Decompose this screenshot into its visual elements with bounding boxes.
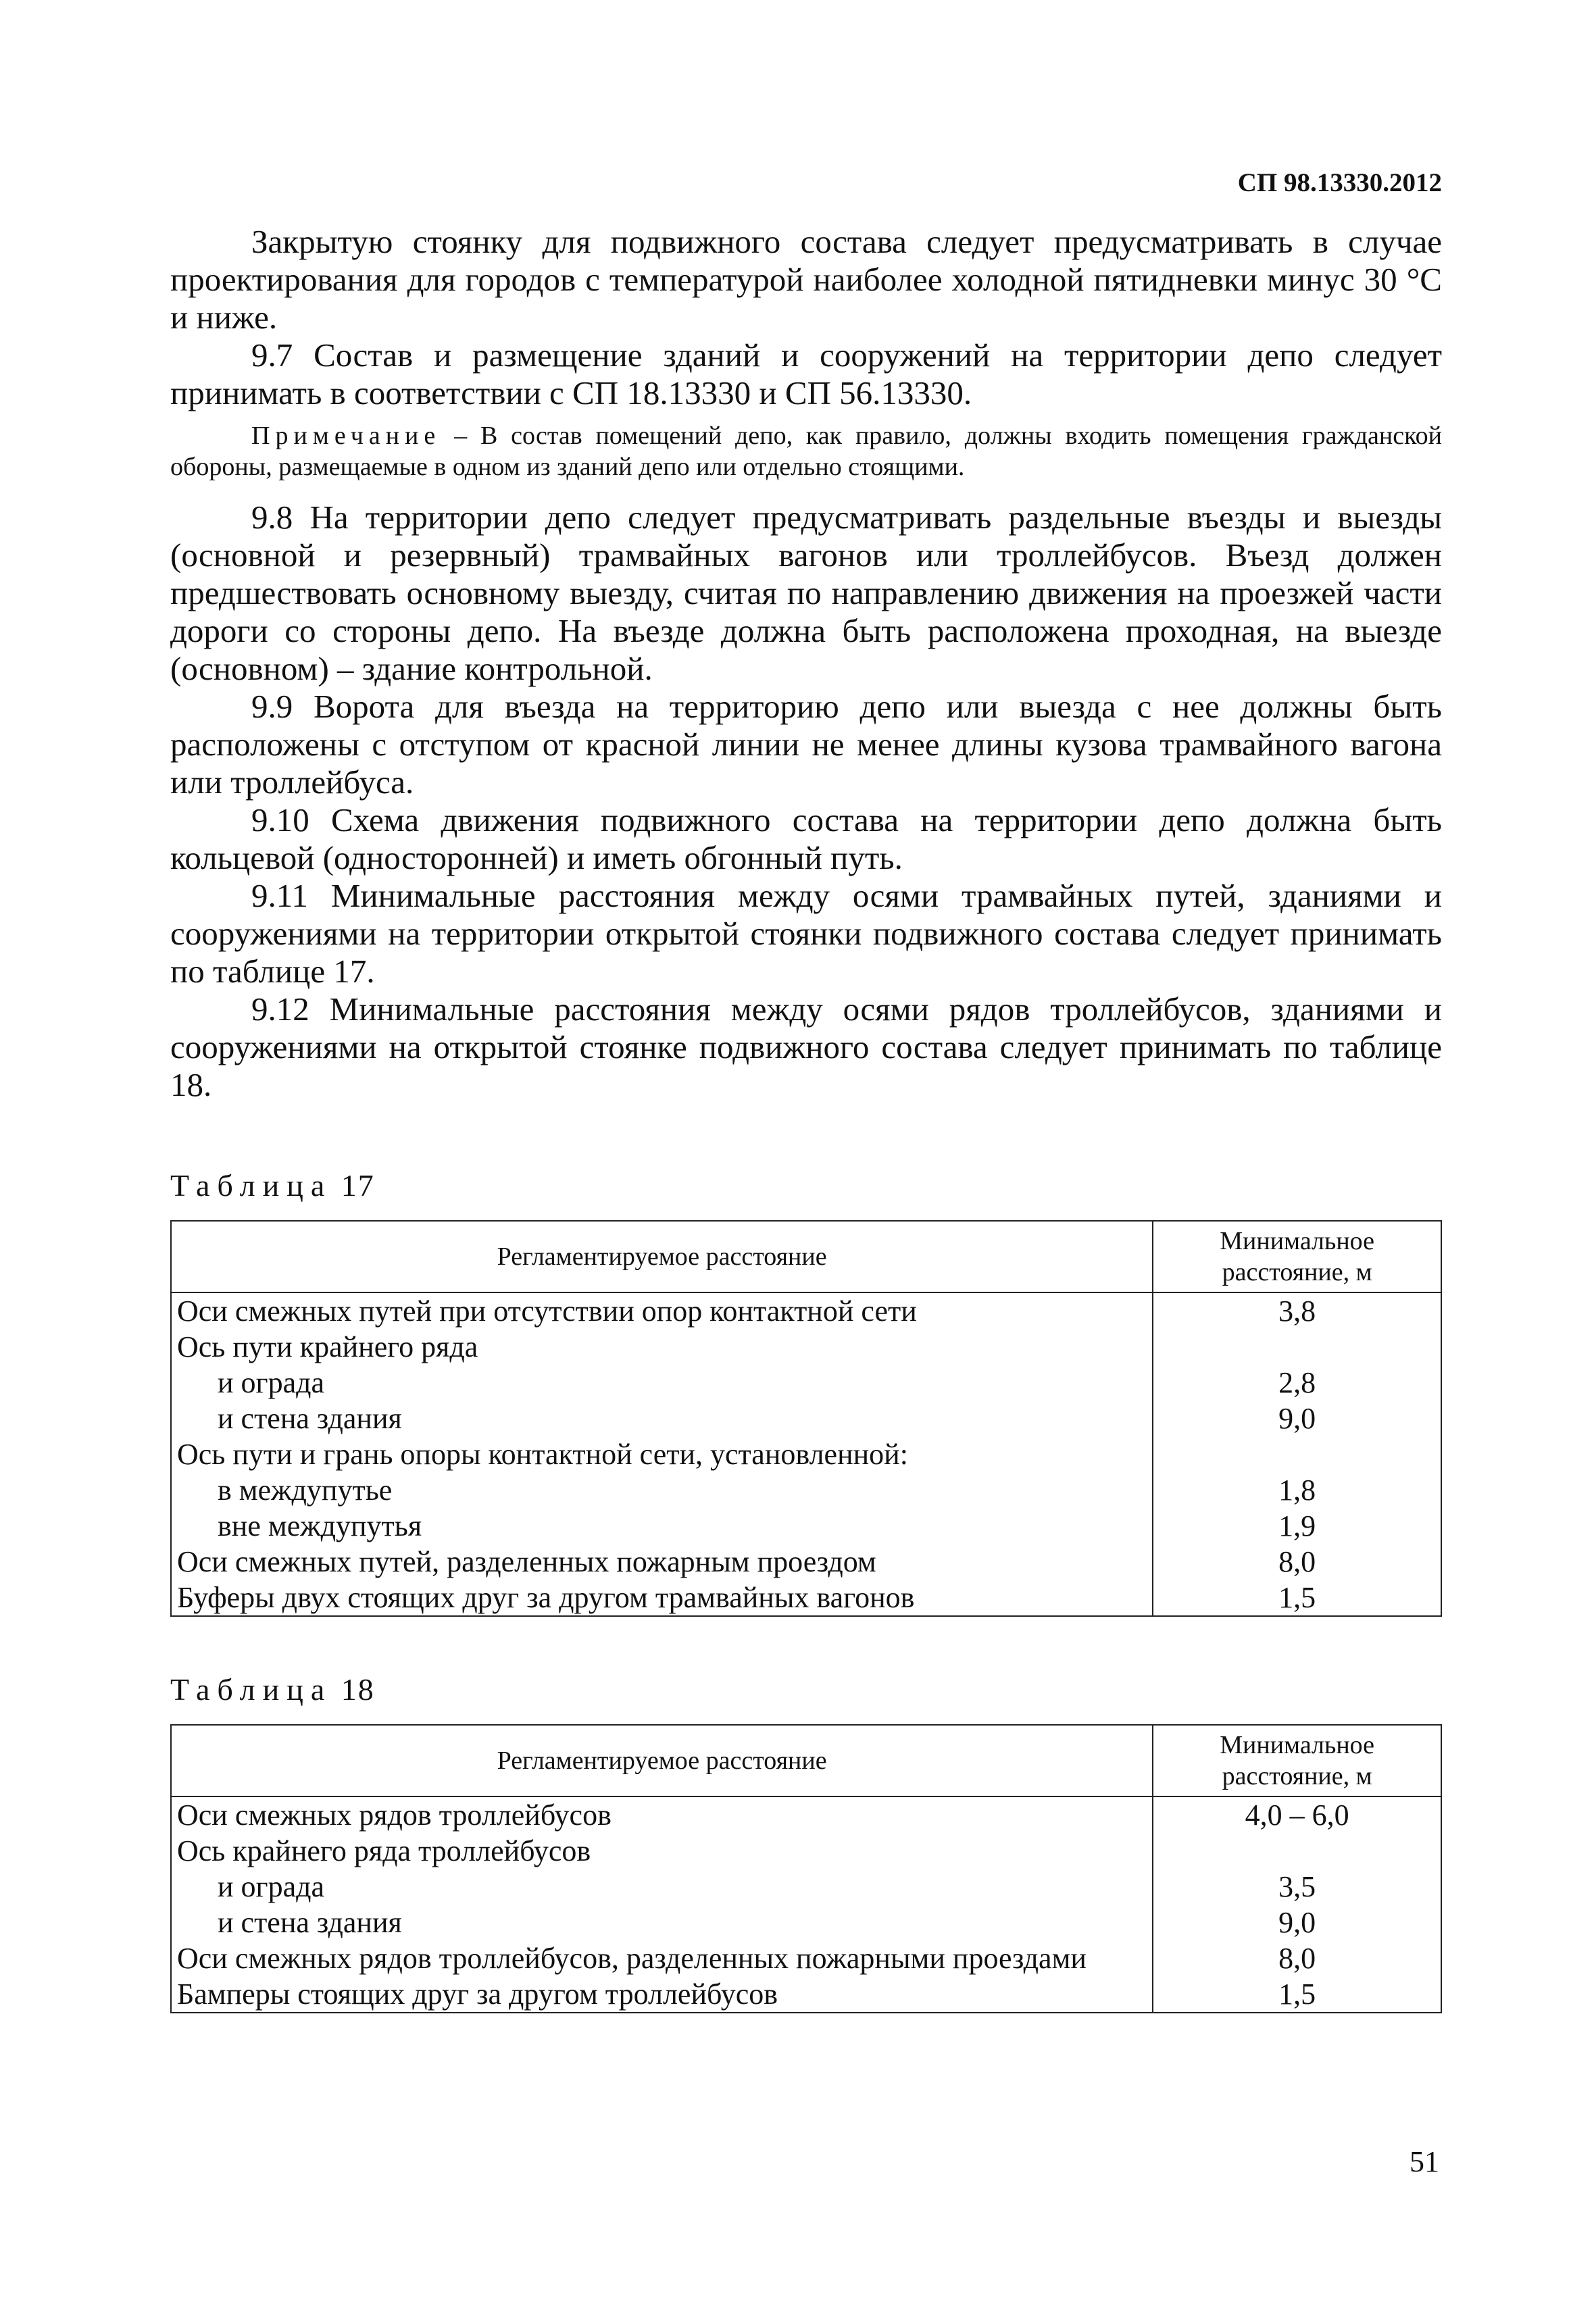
note-text: – В состав помещений депо, как правило, должны входить помещения гражданской обороны, размещаемые в одном из зданий депо или отдельно стоящими.: [170, 422, 1442, 481]
table-row: [171, 1436, 1441, 1472]
column-header-distance: Регламентируемое расстояние: [171, 1725, 1153, 1796]
table-caption-number: 18: [341, 1672, 375, 1707]
table-row: [171, 1292, 1441, 1329]
table-row: [171, 1401, 1441, 1436]
row-value: 1,5: [1153, 1976, 1441, 2013]
table-17: [170, 1220, 1442, 1617]
row-label: Оси смежных рядов троллейбусов, разделенных пожарными проездами: [171, 1940, 1153, 1976]
column-header-distance: Регламентируемое расстояние: [171, 1221, 1153, 1292]
table-row: [171, 1365, 1441, 1401]
table-row: [171, 1869, 1441, 1905]
note: [170, 420, 1442, 482]
row-value: [1153, 1833, 1441, 1869]
row-label: Ось крайнего ряда троллейбусов: [171, 1833, 1153, 1869]
row-label: Оси смежных путей при отсутствии опор контактной сети: [171, 1292, 1153, 1329]
row-value: 9,0: [1153, 1905, 1441, 1940]
row-label: и ограда: [171, 1869, 1153, 1905]
row-label: в междупутье: [171, 1472, 1153, 1508]
table-row: [171, 1833, 1441, 1869]
paragraph-9-9: 9.9 Ворота для въезда на территорию депо или выезда с нее должны быть расположены с отступом от красной линии не менее длины кузова трамвайного вагона или троллейбуса.: [170, 688, 1442, 801]
table-caption-word: Таблица: [170, 1168, 332, 1203]
paragraph-9-8: 9.8 На территории депо следует предусматривать раздельные въезды и выезды (основной и резервный) трамвайных вагонов или троллейбусов. Въезд должен предшествовать основному выезду, считая по направлению движения на проезжей части дороги со стороны депо. На въезде должна быть расположена проходная, на выезде (основном) – здание контрольной.: [170, 499, 1442, 687]
row-value: 1,5: [1153, 1580, 1441, 1616]
column-header-min-distance: Минимальное расстояние, м: [1153, 1725, 1441, 1796]
document-code: СП 98.13330.2012: [1237, 168, 1442, 197]
row-value: 2,8: [1153, 1365, 1441, 1401]
table-row: [171, 1976, 1441, 2013]
table-row: [171, 1580, 1441, 1616]
paragraph-9-7: 9.7 Состав и размещение зданий и сооружений на территории депо следует принимать в соответствии с СП 18.13330 и СП 56.13330.: [170, 336, 1442, 411]
note-label: Примечание: [251, 422, 441, 450]
column-header-min-distance: Минимальное расстояние, м: [1153, 1221, 1441, 1292]
row-label: Бамперы стоящих друг за другом троллейбусов: [171, 1976, 1153, 2013]
table-caption-number: 17: [341, 1168, 375, 1203]
row-value: 8,0: [1153, 1544, 1441, 1580]
row-value: 8,0: [1153, 1940, 1441, 1976]
row-label: Оси смежных путей, разделенных пожарным проездом: [171, 1544, 1153, 1580]
table-18: [170, 1724, 1442, 2013]
page-number: 51: [1410, 2145, 1439, 2178]
row-label: Оси смежных рядов троллейбусов: [171, 1796, 1153, 1833]
paragraph-9-10: 9.10 Схема движения подвижного состава на территории депо должна быть кольцевой (односторонней) и иметь обгонный путь.: [170, 801, 1442, 876]
row-value: 1,8: [1153, 1472, 1441, 1508]
table-row: [171, 1544, 1441, 1580]
body-text: [170, 223, 1442, 1104]
row-value: 3,8: [1153, 1292, 1441, 1329]
row-value: 1,9: [1153, 1508, 1441, 1544]
row-value: 9,0: [1153, 1401, 1441, 1436]
row-label: Буферы двух стоящих друг за другом трамвайных вагонов: [171, 1580, 1153, 1616]
table-row: [171, 1508, 1441, 1544]
table-17-caption: [170, 1167, 375, 1203]
table-row: [171, 1940, 1441, 1976]
row-label: Ось пути и грань опоры контактной сети, установленной:: [171, 1436, 1153, 1472]
row-label: и стена здания: [171, 1401, 1153, 1436]
row-value: [1153, 1329, 1441, 1365]
row-value: [1153, 1436, 1441, 1472]
row-value: 3,5: [1153, 1869, 1441, 1905]
row-value: 4,0 – 6,0: [1153, 1796, 1441, 1833]
table-row: [171, 1472, 1441, 1508]
paragraph-9-12: 9.12 Минимальные расстояния между осями рядов троллейбусов, зданиями и сооружениями на открытой стоянке подвижного состава следует принимать по таблице 18.: [170, 990, 1442, 1103]
row-label: вне междупутья: [171, 1508, 1153, 1544]
table-row: [171, 1796, 1441, 1833]
row-label: и ограда: [171, 1365, 1153, 1401]
paragraph-9-11: 9.11 Минимальные расстояния между осями трамвайных путей, зданиями и сооружениями на территории открытой стоянки подвижного состава следует принимать по таблице 17.: [170, 877, 1442, 990]
table-18-caption: [170, 1671, 375, 1707]
paragraph-closed-parking: Закрытую стоянку для подвижного состава следует предусматривать в случае проектирования для городов с температурой наиболее холодной пятидневки минус 30 °С и ниже.: [170, 223, 1442, 336]
row-label: Ось пути крайнего ряда: [171, 1329, 1153, 1365]
table-row: [171, 1329, 1441, 1365]
table-row: [171, 1905, 1441, 1940]
row-label: и стена здания: [171, 1905, 1153, 1940]
table-caption-word: Таблица: [170, 1672, 332, 1707]
